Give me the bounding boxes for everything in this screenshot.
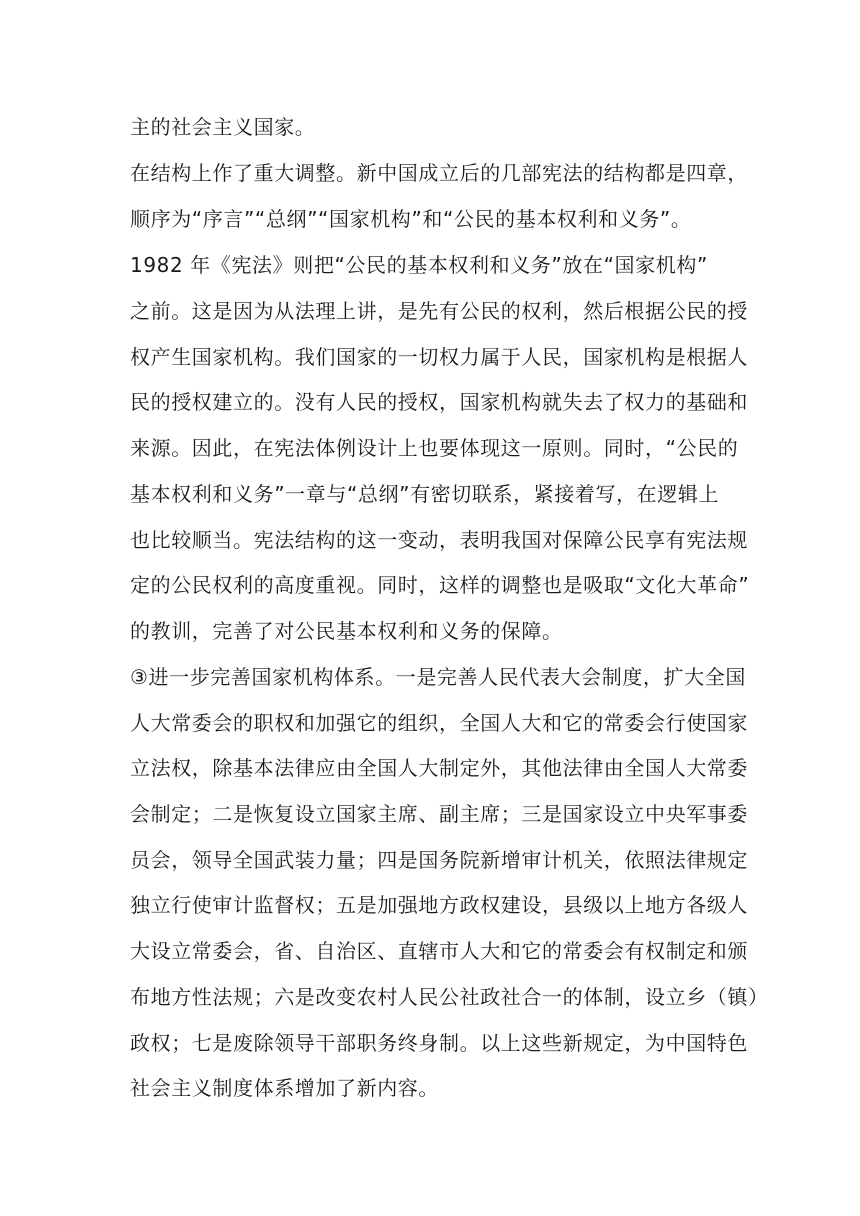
text-line: 独立行使审计监督权；五是加强地方政权建设，县级以上地方各级人 bbox=[130, 893, 748, 917]
text-line: 之前。这是因为从法理上讲，是先有公民的权利，然后根据公民的授 bbox=[130, 299, 748, 323]
text-line: 社会主义制度体系增加了新内容。 bbox=[130, 1076, 439, 1100]
text-line: 大设立常委会，省、自治区、直辖市人大和它的常委会有权制定和颁 bbox=[130, 939, 748, 963]
text-line: 顺序为“序言”“总纲”“国家机构”和“公民的基本权利和义务”。 bbox=[130, 207, 692, 231]
text-line: 人大常委会的职权和加强它的组织，全国人大和它的常委会行使国家 bbox=[130, 711, 748, 735]
text-line: 定的公民权利的高度重视。同时，这样的调整也是吸取“文化大革命” bbox=[130, 573, 750, 597]
text-line: 立法权，除基本法律应由全国人大制定外，其他法律由全国人大常委 bbox=[130, 756, 748, 780]
text-line: 权产生国家机构。我们国家的一切权力属于人民，国家机构是根据人 bbox=[130, 345, 748, 369]
text-line: 员会，领导全国武装力量；四是国务院新增审计机关，依照法律规定 bbox=[130, 848, 748, 872]
text-line: 主的社会主义国家。 bbox=[130, 115, 316, 139]
text-line: 政权；七是废除领导干部职务终身制。以上这些新规定，为中国特色 bbox=[130, 1031, 748, 1055]
text-line: 民的授权建立的。没有人民的授权，国家机构就失去了权力的基础和 bbox=[130, 390, 748, 414]
text-line: 基本权利和义务”一章与“总纲”有密切联系，紧接着写，在逻辑上 bbox=[130, 482, 720, 506]
text-line: 的教训，完善了对公民基本权利和义务的保障。 bbox=[130, 619, 563, 643]
text-line: 在结构上作了重大调整。新中国成立后的几部宪法的结构都是四章， bbox=[130, 161, 748, 185]
text-line: 1982 年《宪法》则把“公民的基本权利和义务”放在“国家机构” bbox=[130, 253, 708, 277]
text-line: 会制定；二是恢复设立国家主席、副主席；三是国家设立中央军事委 bbox=[130, 802, 748, 826]
text-line: 布地方性法规；六是改变农村人民公社政社合一的体制，设立乡（镇） bbox=[130, 985, 769, 1009]
text-line: 来源。因此，在宪法体例设计上也要体现这一原则。同时，“公民的 bbox=[130, 436, 739, 460]
text-line: 也比较顺当。宪法结构的这一变动，表明我国对保障公民享有宪法规 bbox=[130, 528, 748, 552]
text-line: ③进一步完善国家机构体系。一是完善人民代表大会制度，扩大全国 bbox=[130, 665, 746, 689]
